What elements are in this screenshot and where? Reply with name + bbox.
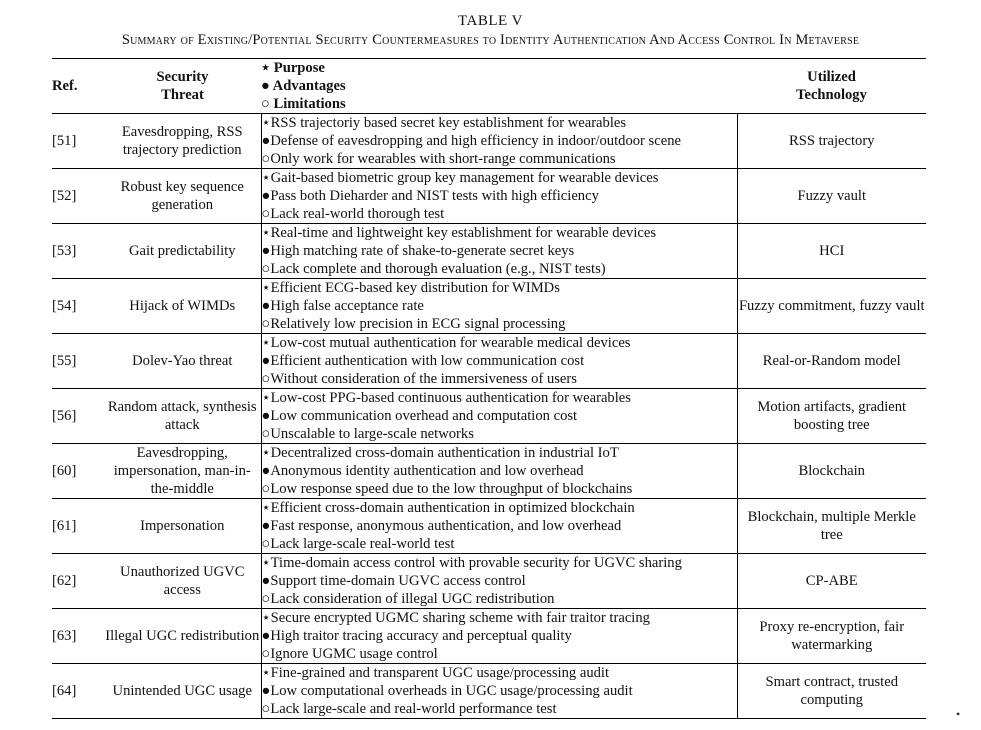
cell-threat: Unintended UGC usage bbox=[112, 683, 252, 699]
advantage-text: ●Pass both Dieharder and NIST tests with high efficiency bbox=[261, 188, 599, 204]
limitation-text: ○Lack large-scale real-world test bbox=[261, 536, 455, 552]
cell-description bbox=[261, 224, 737, 279]
cell-threat: Robust key sequence generation bbox=[120, 179, 244, 213]
header-threat-line1: Security bbox=[156, 69, 209, 85]
table-body bbox=[52, 114, 926, 719]
countermeasures-table bbox=[52, 58, 926, 719]
cell-technology: Real-or-Random model bbox=[762, 353, 901, 369]
header-purpose-advantages-limitations bbox=[261, 59, 737, 114]
limitation-text: ○Only work for wearables with short-range communications bbox=[261, 151, 616, 167]
table-row bbox=[52, 499, 926, 554]
cell-technology: HCI bbox=[819, 243, 845, 259]
table-row bbox=[52, 279, 926, 334]
purpose-text: ⋆Low-cost mutual authentication for wearable medical devices bbox=[261, 335, 631, 351]
cell-threat: Illegal UGC redistribution bbox=[105, 628, 260, 644]
cell-technology: Proxy re-encryption, fair watermarking bbox=[759, 619, 905, 653]
cell-ref: [62] bbox=[52, 573, 77, 589]
cell-ref: [55] bbox=[52, 353, 77, 369]
cell-threat: Gait predictability bbox=[128, 243, 236, 259]
header-tech-line1: Utilized bbox=[807, 69, 856, 85]
limitation-text: ○Ignore UGMC usage control bbox=[261, 646, 438, 662]
advantage-text: ●Anonymous identity authentication and low overhead bbox=[261, 463, 584, 479]
limitation-text: ○Unscalable to large-scale networks bbox=[261, 426, 474, 442]
cell-description bbox=[261, 389, 737, 444]
cell-description bbox=[261, 444, 737, 499]
purpose-text: ⋆Secure encrypted UGMC sharing scheme with fair traitor tracing bbox=[261, 610, 650, 626]
limitation-text: ○Lack complete and thorough evaluation (e.g., NIST tests) bbox=[261, 261, 606, 277]
purpose-text: ⋆Gait-based biometric group key management for wearable devices bbox=[261, 170, 659, 186]
advantage-text: ●Low communication overhead and computation cost bbox=[261, 408, 578, 424]
header-ref: Ref. bbox=[52, 78, 78, 94]
cell-technology: RSS trajectory bbox=[788, 133, 875, 149]
table-row bbox=[52, 224, 926, 279]
cell-threat: Unauthorized UGVC access bbox=[120, 564, 245, 598]
cell-description bbox=[261, 169, 737, 224]
cell-technology: Fuzzy vault bbox=[797, 188, 866, 204]
cell-description bbox=[261, 334, 737, 389]
table-title: Summary of Existing/Potential Security Countermeasures to Identity Authentication And Access Control In Metaverse bbox=[121, 32, 860, 48]
purpose-text: ⋆Efficient ECG-based key distribution for WIMDs bbox=[261, 280, 560, 296]
cell-technology: Smart contract, trusted computing bbox=[765, 674, 899, 708]
cell-description bbox=[261, 114, 737, 169]
cell-threat: Eavesdropping, impersonation, man-in-the-middle bbox=[113, 445, 251, 497]
cell-technology: Motion artifacts, gradient boosting tree bbox=[757, 399, 907, 433]
limitation-text: ○Low response speed due to the low throughput of blockchains bbox=[261, 481, 633, 497]
purpose-text: ⋆RSS trajectoriy based secret key establishment for wearables bbox=[261, 115, 627, 131]
cell-ref: [51] bbox=[52, 133, 77, 149]
header-technology bbox=[737, 59, 926, 114]
cell-threat: Impersonation bbox=[140, 518, 225, 534]
cell-technology: Blockchain, multiple Merkle tree bbox=[747, 509, 916, 543]
purpose-text: ⋆Fine-grained and transparent UGC usage/processing audit bbox=[261, 665, 610, 681]
cell-ref: [56] bbox=[52, 408, 77, 424]
purpose-text: ⋆Decentralized cross-domain authentication in industrial IoT bbox=[261, 445, 619, 461]
cell-technology: CP-ABE bbox=[805, 573, 858, 589]
cell-ref: [53] bbox=[52, 243, 77, 259]
cell-ref: [60] bbox=[52, 463, 77, 479]
advantage-text: ●High false acceptance rate bbox=[261, 298, 424, 314]
header-tech-line2: Technology bbox=[796, 87, 867, 103]
cell-description bbox=[261, 554, 737, 609]
table-row bbox=[52, 114, 926, 169]
table-row bbox=[52, 444, 926, 499]
stray-mark: • bbox=[956, 707, 961, 721]
purpose-text: ⋆Time-domain access control with provable security for UGVC sharing bbox=[261, 555, 682, 571]
header-threat-line2: Threat bbox=[161, 87, 204, 103]
table-row bbox=[52, 554, 926, 609]
advantage-text: ●Low computational overheads in UGC usage/processing audit bbox=[261, 683, 633, 699]
table-label: TABLE V bbox=[458, 13, 523, 29]
cell-technology: Blockchain bbox=[798, 463, 865, 479]
purpose-text: ⋆Low-cost PPG-based continuous authentication for wearables bbox=[261, 390, 631, 406]
cell-description bbox=[261, 609, 737, 664]
cell-description bbox=[261, 279, 737, 334]
advantage-text: ●High matching rate of shake-to-generate secret keys bbox=[261, 243, 575, 259]
cell-description bbox=[261, 664, 737, 719]
table-row bbox=[52, 609, 926, 664]
cell-technology: Fuzzy commitment, fuzzy vault bbox=[738, 298, 925, 314]
cell-ref: [63] bbox=[52, 628, 77, 644]
table-row bbox=[52, 389, 926, 444]
table-row bbox=[52, 664, 926, 719]
cell-threat: Random attack, synthesis attack bbox=[107, 399, 257, 433]
limitation-text: ○Relatively low precision in ECG signal processing bbox=[261, 316, 566, 332]
cell-description bbox=[261, 499, 737, 554]
advantage-text: ●Efficient authentication with low communication cost bbox=[261, 353, 585, 369]
advantage-text: ●Fast response, anonymous authentication, and low overhead bbox=[261, 518, 622, 534]
header-security-threat bbox=[104, 59, 261, 114]
cell-threat: Hijack of WIMDs bbox=[129, 298, 236, 314]
table-header bbox=[52, 59, 926, 114]
limitation-text: ○Lack real-world thorough test bbox=[261, 206, 445, 222]
advantage-text: ●Defense of eavesdropping and high efficiency in indoor/outdoor scene bbox=[261, 133, 681, 149]
table-row bbox=[52, 334, 926, 389]
header-purpose: ⋆ Purpose bbox=[261, 60, 325, 76]
cell-ref: [64] bbox=[52, 683, 77, 699]
cell-ref: [54] bbox=[52, 298, 77, 314]
advantage-text: ●High traitor tracing accuracy and perceptual quality bbox=[261, 628, 572, 644]
table-row bbox=[52, 169, 926, 224]
header-advantages: ● Advantages bbox=[261, 78, 346, 94]
cell-threat: Eavesdropping, RSS trajectory prediction bbox=[121, 124, 243, 158]
limitation-text: ○Lack large-scale and real-world performance test bbox=[261, 701, 557, 717]
purpose-text: ⋆Real-time and lightweight key establishment for wearable devices bbox=[261, 225, 657, 241]
header-limitations: ○ Limitations bbox=[261, 96, 346, 112]
cell-threat: Dolev-Yao threat bbox=[132, 353, 233, 369]
limitation-text: ○Lack consideration of illegal UGC redistribution bbox=[261, 591, 555, 607]
cell-ref: [52] bbox=[52, 188, 77, 204]
purpose-text: ⋆Efficient cross-domain authentication in optimized blockchain bbox=[261, 500, 635, 516]
cell-ref: [61] bbox=[52, 518, 77, 534]
limitation-text: ○Without consideration of the immersiveness of users bbox=[261, 371, 577, 387]
advantage-text: ●Support time-domain UGVC access control bbox=[261, 573, 526, 589]
